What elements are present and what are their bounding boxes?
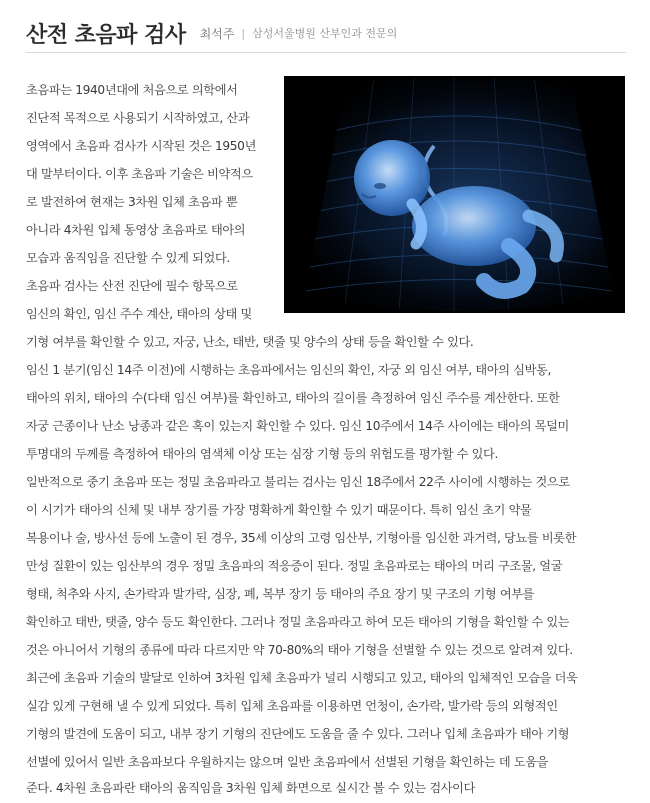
- body-line: 선별에 있어서 일반 초음파보다 우월하지는 않으며 일반 초음파에서 선별된 기형을 확인하는 데 도움을: [26, 755, 549, 769]
- body-line: 임신의 확인, 임신 주수 계산, 태아의 상태 및: [26, 307, 252, 321]
- ultrasound-fetus-image: [284, 76, 625, 313]
- body-line: 일반적으로 중기 초음파 또는 정밀 초음파라고 불리는 검사는 임신 18주에서 22주 사이에 시행하는 것으로: [26, 475, 570, 489]
- author-name: 최석주: [199, 26, 235, 41]
- body-line: 아니라 4차원 입체 동영상 초음파로 태아의: [26, 223, 246, 237]
- body-line: 대 말부터이다. 이후 초음파 기술은 비약적으: [26, 167, 253, 181]
- body-line: 모습과 움직임을 진단할 수 있게 되었다.: [26, 251, 230, 265]
- article-header: [26, 14, 626, 53]
- body-line: 것은 아니어서 기형의 종류에 따라 다르지만 약 70-80%의 태아 기형을 선별할 수 있는 것으로 알려져 있다.: [26, 643, 573, 657]
- body-line: 만성 질환이 있는 임산부의 경우 정밀 초음파의 적응증이 된다. 정밀 초음파로는 태아의 머리 구조물, 얼굴: [26, 559, 563, 573]
- body-line: 기형 여부를 확인할 수 있고, 자궁, 난소, 태반, 탯줄 및 양수의 상태 등을 확인할 수 있다.: [26, 335, 474, 349]
- ultrasound-fetus-icon: [284, 76, 625, 313]
- article-title: 산전 초음파 검사: [26, 21, 186, 48]
- body-line: 확인하고 태반, 탯줄, 양수 등도 확인한다. 그러나 정밀 초음파라고 하여 모든 태아의 기형을 확인할 수 있는: [26, 615, 570, 629]
- body-line: 준다. 4차원 초음파란 태아의 움직임을 3차원 입체 화면으로 실시간 볼 수 있는 검사이다: [26, 781, 476, 795]
- body-line: 이 시기가 태아의 신체 및 내부 장기를 가장 명확하게 확인할 수 있기 때문이다. 특히 임신 초기 약물: [26, 503, 532, 517]
- body-line: 자궁 근종이나 난소 낭종과 같은 혹이 있는지 확인할 수 있다. 임신 10주에서 14주 사이에는 태아의 목덜미: [26, 419, 569, 433]
- body-line: 실감 있게 구현해 낼 수 있게 되었다. 특히 입체 초음파를 이용하면 언청이, 손가락, 발가락 등의 외형적인: [26, 699, 558, 713]
- body-line: 태아의 위치, 태아의 수(다태 임신 여부)를 확인하고, 태아의 길이를 측정하여 임신 주수를 계산한다. 또한: [26, 391, 560, 405]
- body-line: 영역에서 초음파 검사가 시작된 것은 1950년: [26, 139, 257, 153]
- body-line: 투명대의 두께를 측정하여 태아의 염색체 이상 또는 심장 기형 등의 위험도를 평가할 수 있다.: [26, 447, 498, 461]
- body-line: 초음파 검사는 산전 진단에 필수 항목으로: [26, 279, 238, 293]
- body-line: 기형의 발견에 도움이 되고, 내부 장기 기형의 진단에도 도움을 줄 수 있다. 그러나 입체 초음파가 태아 기형: [26, 727, 570, 741]
- author-affiliation: 삼성서울병원 산부인과 전문의: [252, 27, 398, 40]
- body-line: 진단적 목적으로 사용되기 시작하였고, 산과: [26, 111, 250, 125]
- body-line: 초음파는 1940년대에 처음으로 의학에서: [26, 83, 238, 97]
- body-line: 최근에 초음파 기술의 발달로 인하여 3차원 입체 초음파가 널리 시행되고 있고, 태아의 입체적인 모습을 더욱: [26, 671, 578, 685]
- body-line: 로 발전하여 현재는 3차원 입체 초음파 뿐: [26, 195, 238, 209]
- body-line: 복용이나 술, 방사선 등에 노출이 된 경우, 35세 이상의 고령 임산부, 기형아를 임신한 과거력, 당뇨를 비롯한: [26, 531, 577, 545]
- body-line: 형태, 척추와 사지, 손가락과 발가락, 심장, 폐, 복부 장기 등 태아의 주요 장기 및 구조의 기형 여부를: [26, 587, 535, 601]
- header-separator: |: [241, 26, 246, 40]
- body-line: 임신 1 분기(임신 14주 이전)에 시행하는 초음파에서는 임신의 확인, 자궁 외 임신 여부, 태아의 심박동,: [26, 363, 552, 377]
